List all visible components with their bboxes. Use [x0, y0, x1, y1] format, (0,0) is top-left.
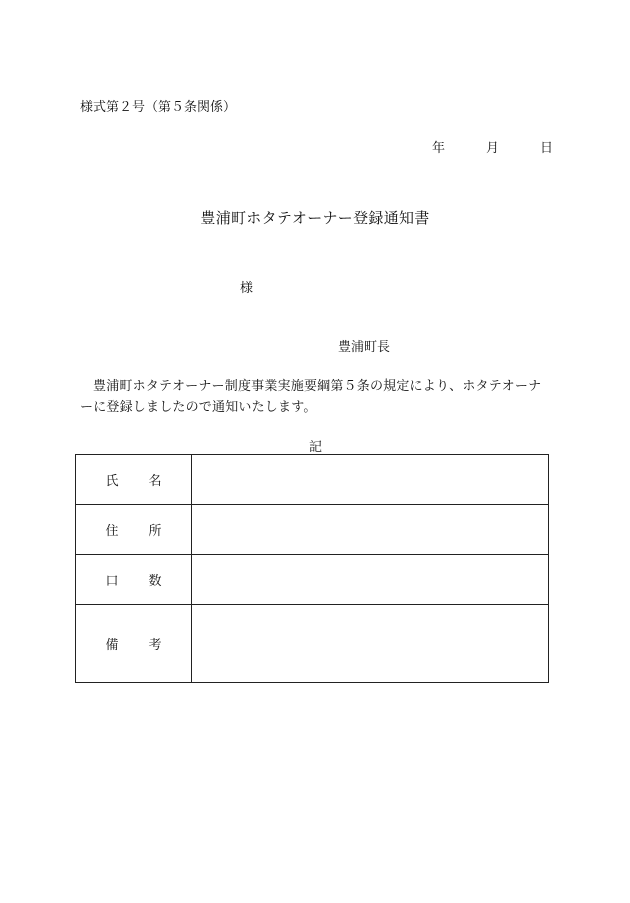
table-row-units [76, 555, 549, 605]
table-row-remarks [76, 605, 549, 683]
name-label-cell [76, 455, 192, 505]
address-label-cell [76, 505, 192, 555]
ki-label: 記 [309, 440, 323, 455]
address-value-cell [192, 505, 549, 555]
units-value-cell [192, 555, 549, 605]
table-row-name [76, 455, 549, 505]
date-month-label: 月 [486, 141, 500, 156]
address-label-char-2: 所 [148, 524, 162, 539]
date-day-label: 日 [540, 141, 554, 156]
details-table [75, 454, 549, 683]
issuer-name: 豊浦町長 [338, 340, 391, 355]
remarks-label-char-1: 備 [105, 638, 119, 653]
table-row-address [76, 505, 549, 555]
addressee-suffix: 様 [240, 281, 254, 296]
units-label-char-1: 口 [105, 574, 119, 589]
name-value-cell [192, 455, 549, 505]
form-number: 様式第２号（第５条関係） [80, 100, 237, 115]
remarks-label-cell [76, 605, 192, 683]
address-label-char-1: 住 [105, 524, 119, 539]
name-label-char-2: 名 [148, 474, 162, 489]
remarks-label-char-2: 考 [148, 638, 162, 653]
remarks-value-cell [192, 605, 549, 683]
units-label-char-2: 数 [148, 574, 162, 589]
units-label-cell [76, 555, 192, 605]
body-text: 豊浦町ホタテオーナー制度事業実施要綱第５条の規定により、ホタテオーナーに登録しましたので通知いたします。 [80, 379, 542, 415]
document-title: 豊浦町ホタテオーナー登録通知書 [200, 209, 430, 227]
date-year-label: 年 [432, 141, 446, 156]
name-label-char-1: 氏 [105, 474, 119, 489]
